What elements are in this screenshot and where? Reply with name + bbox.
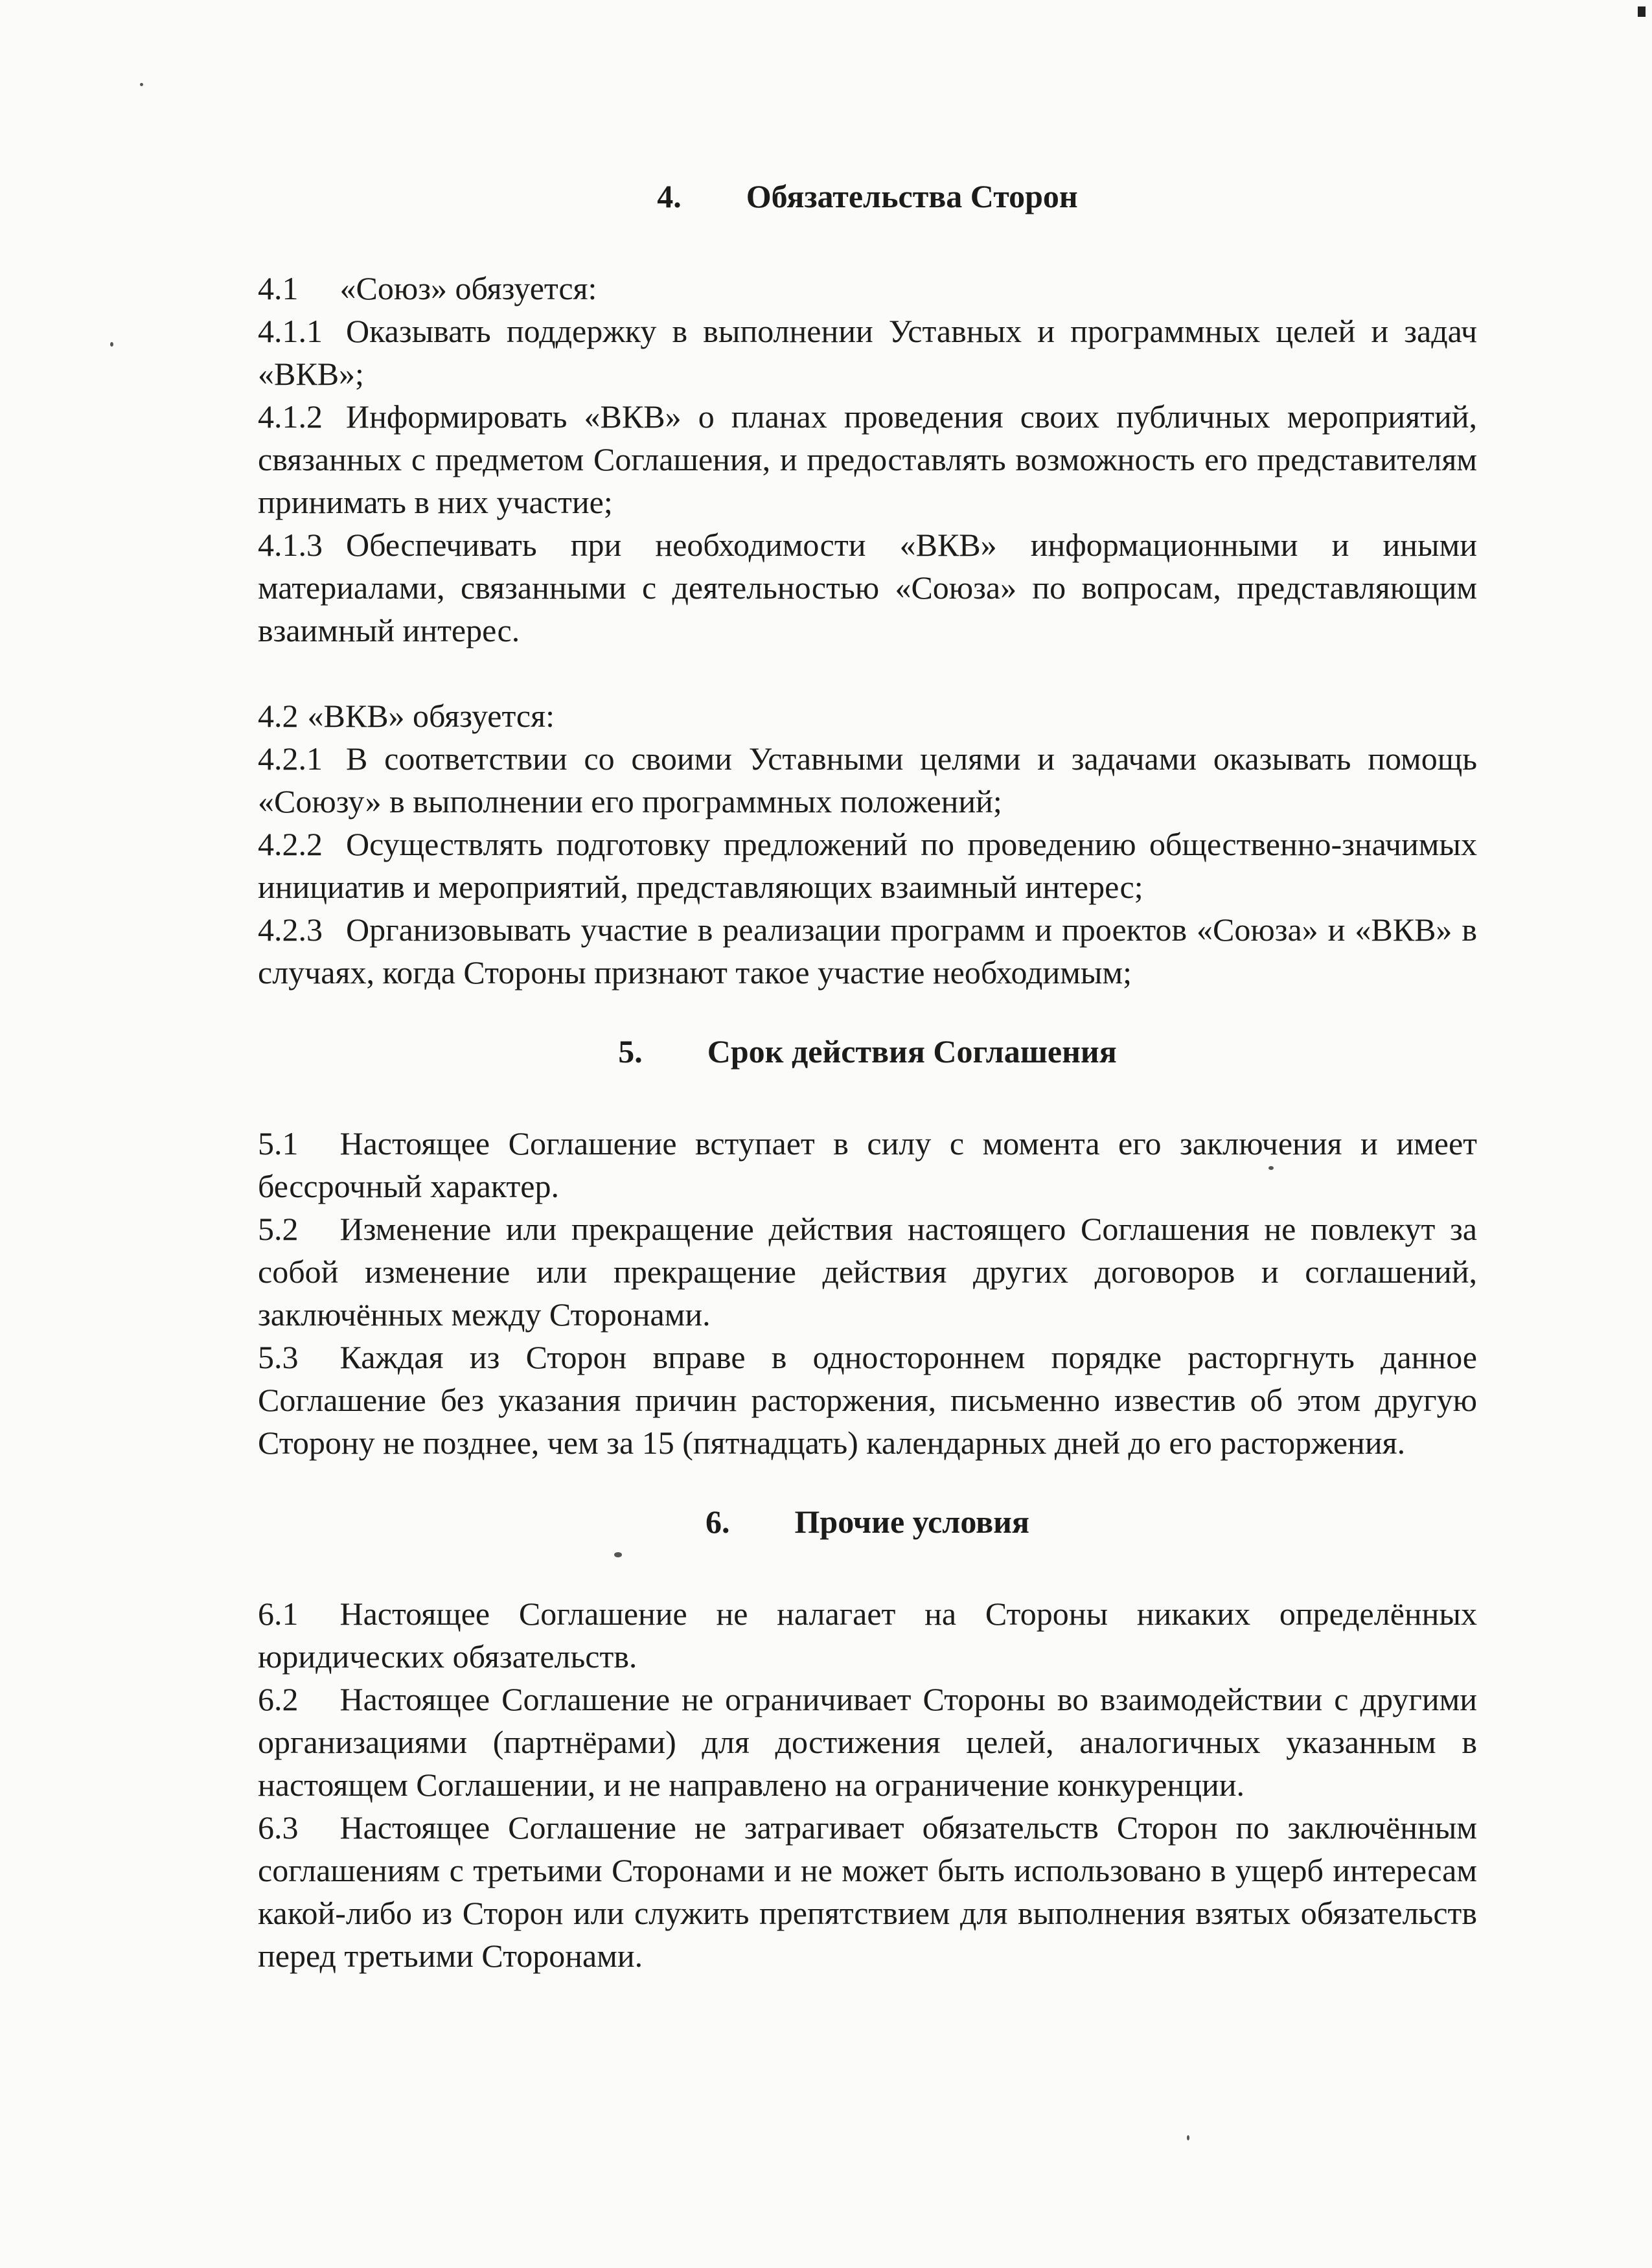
clause — [258, 737, 1477, 823]
clause-text: Каждая из Сторон вправе в одностороннем порядке расторгнуть данное Соглашение без указания причин расторжения, письменно известив об этом другую Сторону не позднее, чем за 15 (пятнадцать) календарных дней до его расторжения. — [258, 1339, 1477, 1461]
clause-number: 4.1.2 — [258, 398, 323, 435]
clause — [258, 267, 1477, 310]
document-body — [258, 175, 1477, 1977]
clause-text: Настоящее Соглашение не налагает на Стороны никаких определённых юридических обязательств. — [258, 1596, 1477, 1675]
clause-text: Информировать «ВКВ» о планах проведения своих публичных мероприятий, связанных с предметом Соглашения, и предоставлять возможность его представителям принимать в них участие; — [258, 398, 1477, 520]
section-title: Срок действия Соглашения — [707, 1033, 1117, 1070]
section-heading — [258, 1500, 1477, 1543]
clause-number: 4.2.1 — [258, 740, 323, 777]
section-heading — [258, 175, 1477, 218]
clause — [258, 908, 1477, 994]
clause-number: 5.3 — [258, 1339, 299, 1375]
section-number: 4. — [657, 178, 682, 214]
clause-text: Организовывать участие в реализации программ и проектов «Союза» и «ВКВ» в случаях, когда Стороны признают такое участие необходимым; — [258, 911, 1477, 991]
clause-number: 6.1 — [258, 1596, 299, 1632]
clause — [258, 1122, 1477, 1208]
clause — [258, 395, 1477, 523]
clause — [258, 1678, 1477, 1806]
clause-text: Настоящее Соглашение вступает в силу с момента его заключения и имеет бессрочный характер. — [258, 1125, 1477, 1204]
clause-number: 6.2 — [258, 1681, 299, 1717]
clause-text: «Союз» обязуется: — [339, 270, 597, 306]
clause-number: 6.3 — [258, 1809, 299, 1846]
clause-text: «ВКВ» обязуется: — [307, 698, 555, 734]
clause — [258, 823, 1477, 908]
scan-speck — [140, 83, 143, 86]
clause — [258, 694, 1477, 737]
clause-number: 5.1 — [258, 1125, 299, 1162]
section-number: 6. — [706, 1504, 730, 1540]
clause — [258, 1592, 1477, 1678]
clause-text: Обеспечивать при необходимости «ВКВ» информационными и иными материалами, связанными с деятельностью «Союза» по вопросам, представляющим взаимный интерес. — [258, 527, 1477, 648]
clause — [258, 1806, 1477, 1977]
clause-text: Оказывать поддержку в выполнении Уставных и программных целей и задач «ВКВ»; — [258, 313, 1477, 392]
clause-number: 4.1.1 — [258, 313, 323, 349]
scan-speck — [110, 342, 113, 347]
clause-text: Осуществлять подготовку предложений по проведению общественно-значимых инициатив и мероприятий, представляющих взаимный интерес; — [258, 826, 1477, 905]
clause-number: 4.2.3 — [258, 911, 323, 948]
clause-text: В соответствии со своими Уставными целями и задачами оказывать помощь «Союзу» в выполнении его программных положений; — [258, 740, 1477, 819]
clause-number: 4.1.3 — [258, 527, 323, 563]
section-title: Обязательства Сторон — [746, 178, 1078, 214]
clause-number: 4.1 — [258, 270, 299, 306]
section-title: Прочие условия — [794, 1504, 1029, 1540]
clause-text: Настоящее Соглашение не затрагивает обязательств Сторон по заключённым соглашениям с третьими Сторонами и не может быть использовано в ущерб интересам какой-либо из Сторон или служить препятствием для выполнения взятых обязательств перед третьими Сторонами. — [258, 1809, 1477, 1974]
clause — [258, 1208, 1477, 1336]
clause — [258, 523, 1477, 652]
scan-corner-mark — [1638, 6, 1646, 17]
clause — [258, 1336, 1477, 1464]
clause-number: 5.2 — [258, 1211, 299, 1247]
clause-text: Настоящее Соглашение не ограничивает Стороны во взаимодействии с другими организациями (партнёрами) для достижения целей, аналогичных указанным в настоящем Соглашении, и не направлено на ограничение конкуренции. — [258, 1681, 1477, 1803]
clause — [258, 310, 1477, 395]
section-number: 5. — [618, 1033, 643, 1070]
clause-text: Изменение или прекращение действия настоящего Соглашения не повлекут за собой изменение или прекращение действия других договоров и соглашений, заключённых между Сторонами. — [258, 1211, 1477, 1333]
section-heading — [258, 1030, 1477, 1073]
clause-number: 4.2 — [258, 698, 299, 734]
clause-number: 4.2.2 — [258, 826, 323, 862]
scan-speck — [1187, 2135, 1189, 2140]
